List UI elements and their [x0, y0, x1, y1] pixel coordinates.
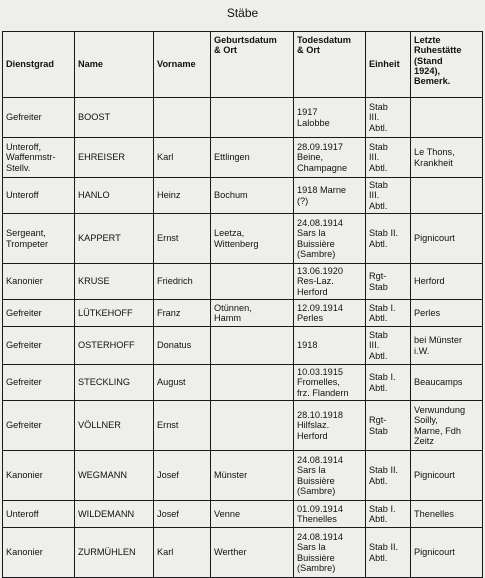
table-row [3, 300, 483, 327]
cell-dienstgrad: Kanonier [3, 264, 75, 300]
cell-todesdatum: 10.03.1915 Fromelles, frz. Flandern [294, 365, 366, 401]
table-row [3, 501, 483, 528]
cell-ruhestaette: Verwundung Soilly, Marne, Fdh Zeitz [411, 401, 483, 451]
table-row [3, 138, 483, 178]
cell-name: KRUSE [75, 264, 154, 300]
cell-einheit: Stab II. Abtl. [366, 528, 411, 578]
cell-ruhestaette: Beaucamps [411, 365, 483, 401]
table-row [3, 327, 483, 365]
cell-ruhestaette: Pignicourt [411, 451, 483, 501]
table-body [3, 98, 483, 578]
cell-ruhestaette [411, 98, 483, 138]
cell-ruhestaette: Herford [411, 264, 483, 300]
table-row [3, 451, 483, 501]
cell-dienstgrad: Unteroff [3, 501, 75, 528]
cell-todesdatum: 1918 Marne (?) [294, 178, 366, 214]
header-vorname: Vorname [154, 32, 211, 98]
cell-name: LÜTKEHOFF [75, 300, 154, 327]
cell-einheit: Stab I. Abtl. [366, 365, 411, 401]
page-title: Stäbe [226, 6, 259, 20]
table-row [3, 178, 483, 214]
cell-ruhestaette [411, 178, 483, 214]
cell-ruhestaette: bei Münster i.W. [411, 327, 483, 365]
cell-geburtsdatum: Leetza, Wittenberg [211, 214, 294, 264]
header-ruhestaette: Letzte Ruhestätte (Stand 1924), Bemerk. [411, 32, 483, 98]
cell-name: WEGMANN [75, 451, 154, 501]
cell-todesdatum: 24.08.1914 Sars la Buissière (Sambre) [294, 451, 366, 501]
cell-einheit: Rgt- Stab [366, 401, 411, 451]
cell-einheit: Stab III. Abtl. [366, 138, 411, 178]
cell-geburtsdatum: Bochum [211, 178, 294, 214]
cell-name: HANLO [75, 178, 154, 214]
cell-vorname: Josef [154, 451, 211, 501]
cell-geburtsdatum [211, 264, 294, 300]
cell-einheit: Stab II. Abtl. [366, 214, 411, 264]
cell-geburtsdatum: Venne [211, 501, 294, 528]
cell-dienstgrad: Kanonier [3, 528, 75, 578]
header-row [3, 32, 483, 98]
cell-einheit: Rgt- Stab [366, 264, 411, 300]
cell-vorname: Karl [154, 138, 211, 178]
cell-geburtsdatum [211, 327, 294, 365]
cell-vorname: Donatus [154, 327, 211, 365]
cell-ruhestaette: Pignicourt [411, 528, 483, 578]
cell-vorname: Ernst [154, 401, 211, 451]
cell-geburtsdatum: Ettlingen [211, 138, 294, 178]
cell-dienstgrad: Gefreiter [3, 401, 75, 451]
header-einheit: Einheit [366, 32, 411, 98]
cell-vorname: Heinz [154, 178, 211, 214]
cell-vorname [154, 98, 211, 138]
cell-dienstgrad: Gefreiter [3, 300, 75, 327]
cell-vorname: Friedrich [154, 264, 211, 300]
cell-geburtsdatum [211, 98, 294, 138]
cell-vorname: Karl [154, 528, 211, 578]
cell-dienstgrad: Kanonier [3, 451, 75, 501]
cell-name: EHREISER [75, 138, 154, 178]
cell-todesdatum: 01.09.1914 Thenelles [294, 501, 366, 528]
cell-dienstgrad: Gefreiter [3, 98, 75, 138]
cell-ruhestaette: Thenelles [411, 501, 483, 528]
cell-name: VÖLLNER [75, 401, 154, 451]
cell-vorname: Ernst [154, 214, 211, 264]
cell-ruhestaette: Perles [411, 300, 483, 327]
cell-todesdatum: 1917 Lalobbe [294, 98, 366, 138]
cell-einheit: Stab III. Abtl. [366, 98, 411, 138]
header-geburtsdatum: Geburtsdatum & Ort [211, 32, 294, 98]
header-name: Name [75, 32, 154, 98]
cell-geburtsdatum: Otünnen, Hamm [211, 300, 294, 327]
cell-todesdatum: 24.08.1914 Sars la Buissière (Sambre) [294, 214, 366, 264]
cell-name: WILDEMANN [75, 501, 154, 528]
cell-todesdatum: 24.08.1914 Sars la Buissière (Sambre) [294, 528, 366, 578]
cell-einheit: Stab II. Abtl. [366, 451, 411, 501]
staff-table [2, 31, 483, 578]
table-row [3, 214, 483, 264]
cell-name: KAPPERT [75, 214, 154, 264]
cell-einheit: Stab I. Abtl. [366, 501, 411, 528]
cell-name: BOOST [75, 98, 154, 138]
cell-einheit: Stab III. Abtl. [366, 178, 411, 214]
cell-geburtsdatum [211, 401, 294, 451]
cell-name: OSTERHOFF [75, 327, 154, 365]
cell-ruhestaette: Pignicourt [411, 214, 483, 264]
cell-vorname: Josef [154, 501, 211, 528]
cell-dienstgrad: Unteroff, Waffenmstr- Stellv. [3, 138, 75, 178]
cell-name: STECKLING [75, 365, 154, 401]
table-row [3, 98, 483, 138]
cell-ruhestaette: Le Thons, Krankheit [411, 138, 483, 178]
cell-geburtsdatum [211, 365, 294, 401]
header-todesdatum: Todesdatum & Ort [294, 32, 366, 98]
cell-todesdatum: 12.09.1914 Perles [294, 300, 366, 327]
cell-dienstgrad: Gefreiter [3, 365, 75, 401]
cell-geburtsdatum: Münster [211, 451, 294, 501]
cell-todesdatum: 28.09.1917 Beine, Champagne [294, 138, 366, 178]
cell-todesdatum: 13.06.1920 Res-Laz. Herford [294, 264, 366, 300]
cell-todesdatum: 1918 [294, 327, 366, 365]
cell-todesdatum: 28.10.1918 Hilfslaz. Herford [294, 401, 366, 451]
cell-dienstgrad: Gefreiter [3, 327, 75, 365]
table-row [3, 401, 483, 451]
cell-name: ZURMÜHLEN [75, 528, 154, 578]
cell-vorname: August [154, 365, 211, 401]
cell-vorname: Franz [154, 300, 211, 327]
header-dienstgrad: Dienstgrad [3, 32, 75, 98]
cell-geburtsdatum: Werther [211, 528, 294, 578]
table-row [3, 365, 483, 401]
table-row [3, 264, 483, 300]
cell-dienstgrad: Unteroff [3, 178, 75, 214]
table-row [3, 528, 483, 578]
cell-einheit: Stab III. Abtl. [366, 327, 411, 365]
cell-einheit: Stab I. Abtl. [366, 300, 411, 327]
cell-dienstgrad: Sergeant, Trompeter [3, 214, 75, 264]
